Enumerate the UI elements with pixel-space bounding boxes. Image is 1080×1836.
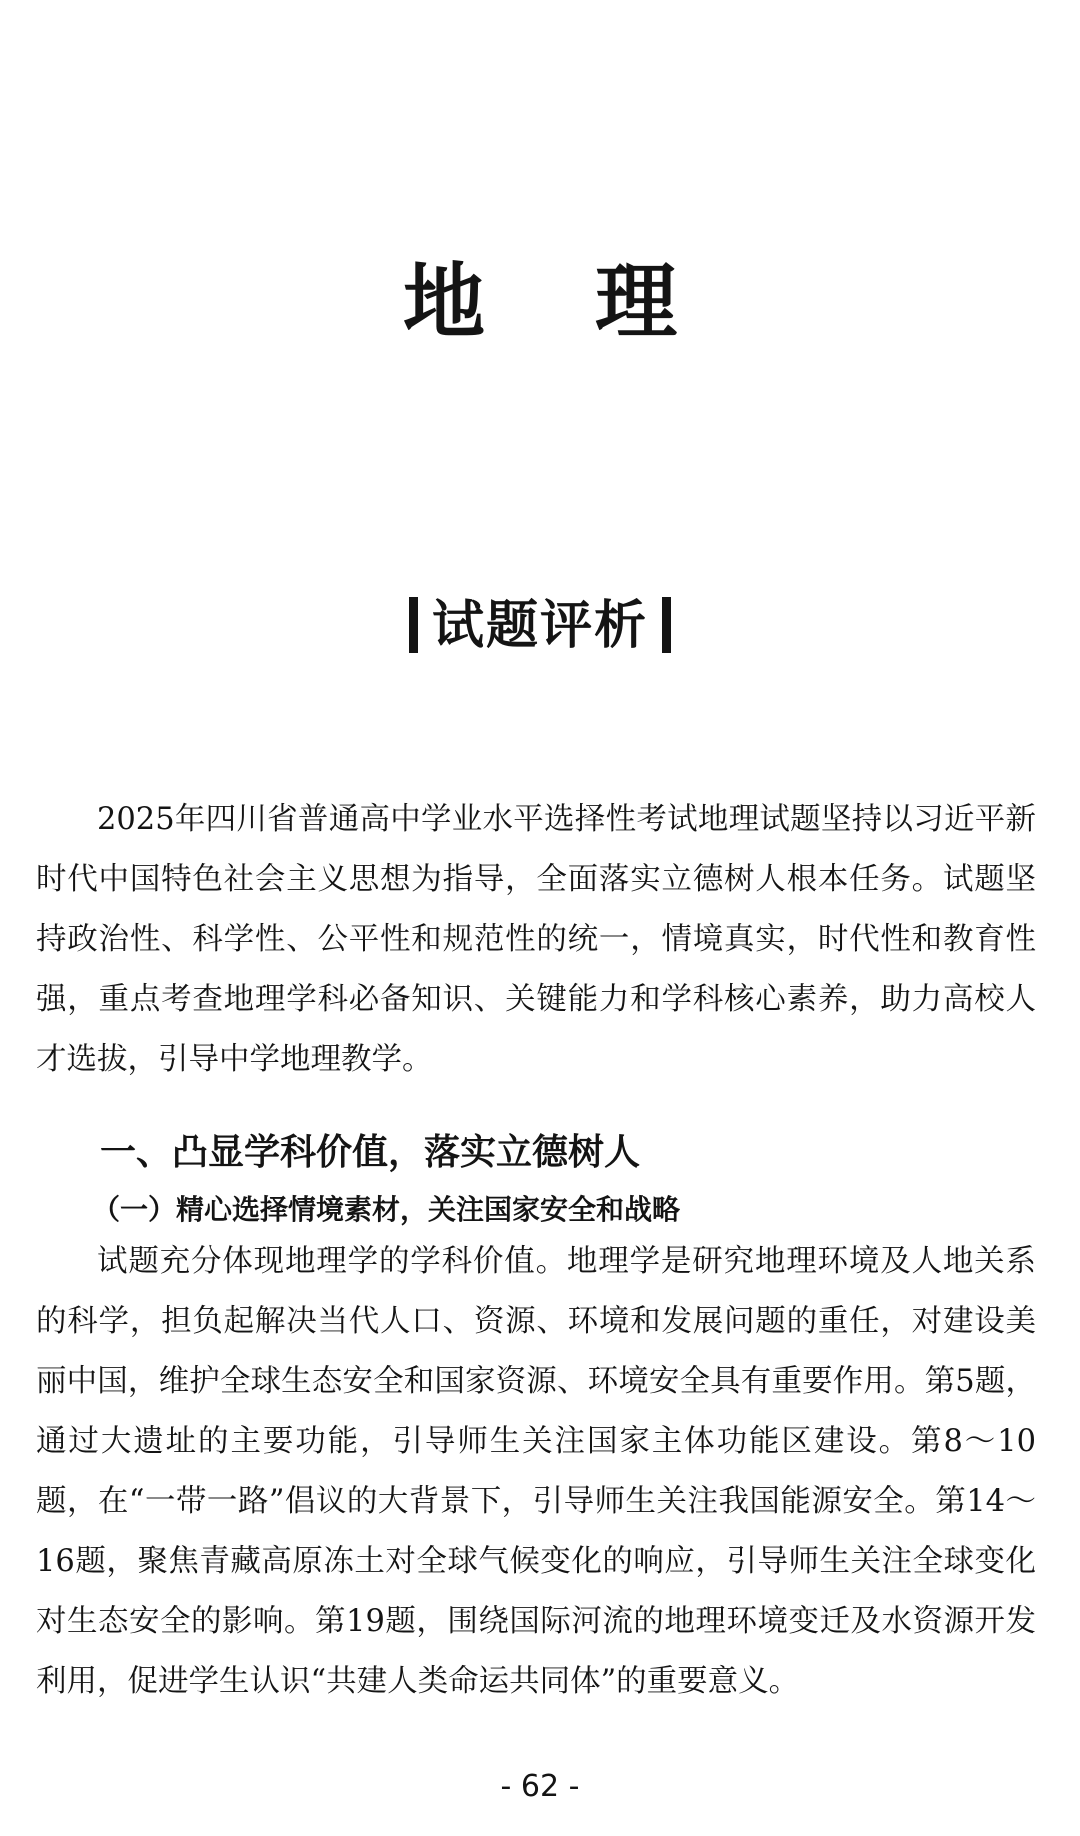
subsection-heading: （一）精心选择情境素材，关注国家安全和战略 [92,1193,681,1226]
page-number: - 62 - [500,1769,580,1804]
banner-right-bar [662,597,671,653]
body-paragraph: 试题充分体现地理学的学科价值。地理学是研究地理环境及人地关系的科学，担负起解决当代人口、资源、环境和发展问题的重任，对建设美丽中国，维护全球生态安全和国家资源、环境安全具有重要作用。第5题，通过大遗址的主要功能，引导师生关注国家主体功能区建设。第8～10题，在“一带一路”倡议的大背景下，引导师生关注我国能源安全。第14～16题，聚焦青藏高原冻土对全球气候变化的响应，引导师生关注全球变化对生态安全的影响。第19题，围绕国际河流的地理环境变迁及水资源开发利用，促进学生认识“共建人类命运共同体”的重要意义。 [36,1244,1036,1699]
section-banner-label: 试题评析 [431,596,648,656]
subject-title: 地理 [402,254,787,350]
intro-paragraph: 2025年四川省普通高中学业水平选择性考试地理试题坚持以习近平新时代中国特色社会主义思想为指导，全面落实立德树人根本任务。试题坚持政治性、科学性、公平性和规范性的统一，情境真实，时代性和教育性强，重点考查地理学科必备知识、关键能力和学科核心素养，助力高校人才选拔，引导中学地理教学。 [36,802,1036,1077]
banner-left-bar [409,597,418,653]
section-banner [0,590,1080,662]
section-heading: 一、凸显学科价值，落实立德树人 [100,1132,641,1173]
